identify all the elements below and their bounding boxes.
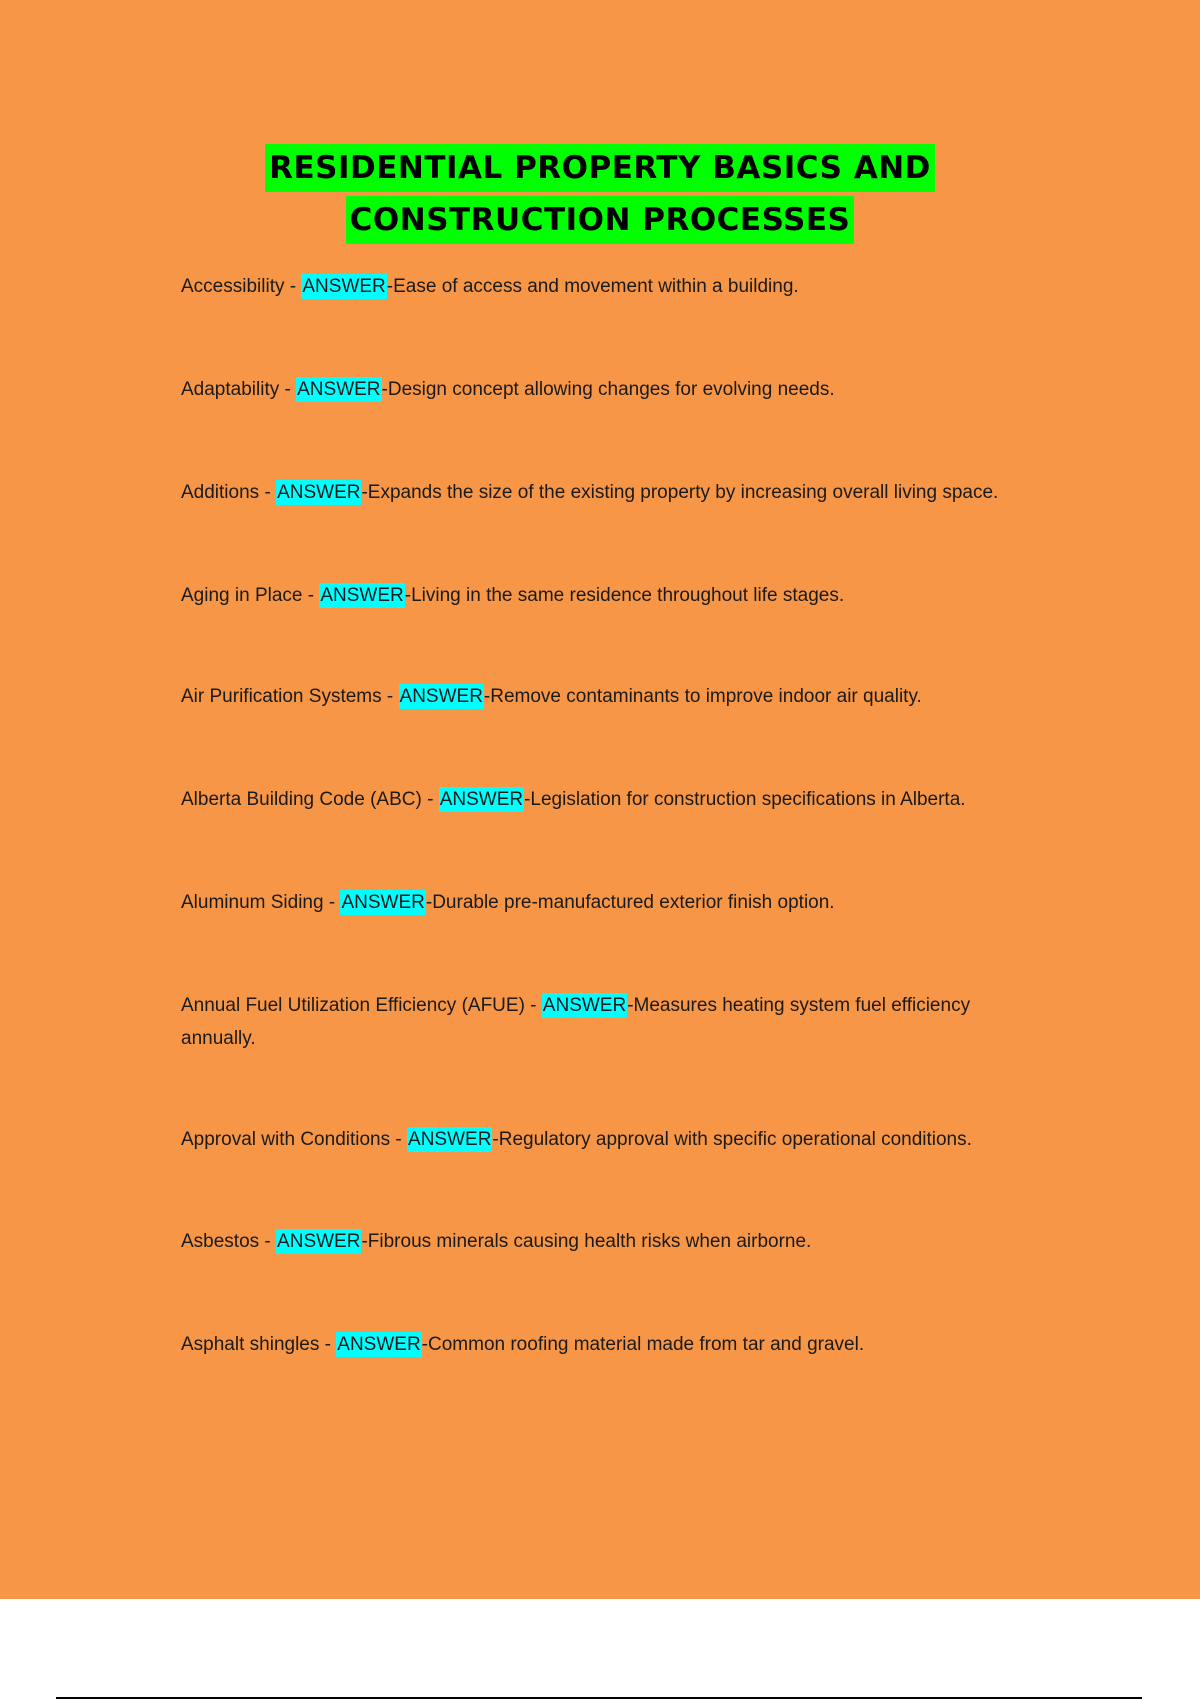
- glossary-entry: [181, 1123, 1061, 1156]
- entry-term: Adaptability: [181, 379, 280, 400]
- entry-separator: -: [302, 585, 320, 606]
- entry-definition: -Ease of access and movement within a building.: [386, 276, 799, 297]
- glossary-entry: [181, 783, 1061, 816]
- entry-separator: -: [279, 379, 297, 400]
- answer-tag: ANSWER: [542, 995, 627, 1016]
- glossary-entry: [181, 270, 1061, 303]
- answer-tag: ANSWER: [399, 686, 483, 707]
- entry-definition: -Remove contaminants to improve indoor air quality.: [483, 686, 922, 707]
- entry-term: Alberta Building Code (ABC): [181, 789, 422, 810]
- footer-divider: [56, 1697, 1142, 1699]
- answer-tag: ANSWER: [277, 1231, 361, 1252]
- answer-tag: ANSWER: [408, 1129, 492, 1150]
- glossary-entry: [181, 886, 1061, 919]
- glossary-entry: [181, 1225, 1061, 1258]
- answer-tag: ANSWER: [341, 892, 425, 913]
- title-line-2: CONSTRUCTION PROCESSES: [346, 196, 855, 244]
- entry-separator: -: [259, 482, 277, 503]
- entry-definition: -Common roofing material made from tar and gravel.: [421, 1334, 865, 1355]
- entry-term: Additions: [181, 482, 260, 503]
- entry-definition: -Measures heating system fuel efficiency annually.: [181, 995, 971, 1049]
- entry-definition: -Design concept allowing changes for evolving needs.: [381, 379, 835, 400]
- glossary-entry: [181, 579, 1061, 612]
- glossary-entry: [181, 373, 1061, 406]
- answer-tag: ANSWER: [297, 379, 381, 400]
- entry-definition: -Expands the size of the existing property by increasing overall living space.: [361, 482, 999, 503]
- answer-tag: ANSWER: [302, 276, 386, 297]
- glossary-entry: [181, 680, 1061, 713]
- entry-separator: -: [524, 995, 542, 1016]
- entry-term: Asphalt shingles: [181, 1334, 320, 1355]
- entry-separator: -: [259, 1231, 277, 1252]
- entry-definition: -Legislation for construction specifications in Alberta.: [524, 789, 966, 810]
- answer-tag: ANSWER: [439, 789, 524, 810]
- entry-definition: -Fibrous minerals causing health risks when airborne.: [361, 1231, 812, 1252]
- entry-separator: -: [323, 892, 341, 913]
- glossary-entry: [181, 1328, 1061, 1361]
- answer-tag: ANSWER: [337, 1334, 421, 1355]
- entry-separator: -: [421, 789, 439, 810]
- entry-term: Aluminum Siding: [181, 892, 324, 913]
- glossary-entry: [181, 989, 1011, 1055]
- page-title: [0, 144, 1200, 248]
- title-line-1: RESIDENTIAL PROPERTY BASICS AND: [265, 144, 935, 192]
- entry-term: Approval with Conditions: [181, 1129, 391, 1150]
- entry-definition: -Regulatory approval with specific operational conditions.: [492, 1129, 972, 1150]
- entry-definition: -Living in the same residence throughout life stages.: [404, 585, 845, 606]
- entry-term: Annual Fuel Utilization Efficiency (AFUE): [181, 995, 525, 1016]
- entry-term: Air Purification Systems: [181, 686, 382, 707]
- entry-term: Aging in Place: [181, 585, 303, 606]
- entry-definition: -Durable pre-manufactured exterior finish option.: [425, 892, 835, 913]
- entry-separator: -: [319, 1334, 337, 1355]
- entry-separator: -: [381, 686, 399, 707]
- entry-separator: -: [390, 1129, 408, 1150]
- entry-term: Accessibility: [181, 276, 285, 297]
- answer-tag: ANSWER: [320, 585, 404, 606]
- glossary-entry: [181, 476, 1061, 509]
- entry-term: Asbestos: [181, 1231, 260, 1252]
- entry-separator: -: [284, 276, 302, 297]
- answer-tag: ANSWER: [277, 482, 361, 503]
